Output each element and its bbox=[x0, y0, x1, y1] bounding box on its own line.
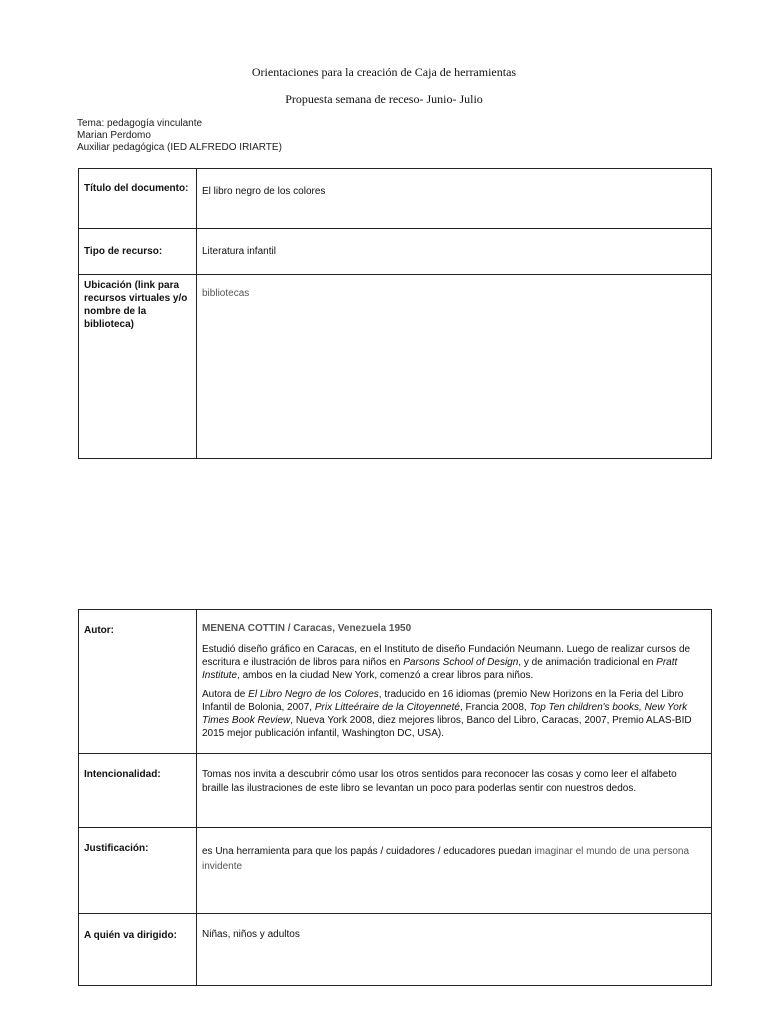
bio-text: , y de animación tradicional en bbox=[518, 657, 657, 668]
document-meta bbox=[77, 118, 282, 154]
tipo-value: Literatura infantil bbox=[197, 229, 712, 275]
bio-text: , traducido en 16 idiomas (premio New Horizons en la Feria del Libro Infantil de Bolonia, 2007, bbox=[202, 689, 684, 713]
justif-text: es Una herramienta para que los papás / cuidadores / educadores puedan bbox=[202, 846, 535, 857]
titulo-label: Título del documento: bbox=[79, 169, 197, 229]
tipo-label: Tipo de recurso: bbox=[79, 229, 197, 275]
table-row bbox=[79, 754, 712, 828]
author-name: MENENA COTTIN / Caracas, Venezuela 1950 bbox=[202, 623, 412, 634]
meta-author: Marian Perdomo bbox=[77, 130, 151, 141]
ubicacion-value: bibliotecas bbox=[197, 275, 712, 459]
bio-text: , ambos en la ciudad New York, comenzó a crear libros para niños. bbox=[237, 670, 534, 681]
table-row bbox=[79, 828, 712, 914]
table-row bbox=[79, 914, 712, 986]
dirigido-value: Niñas, niños y adultos bbox=[197, 914, 712, 986]
ubicacion-label: Ubicación (link para recursos virtuales y/o nombre de la biblioteca) bbox=[79, 275, 197, 459]
justif-value bbox=[197, 828, 712, 914]
bio-italic: El Libro Negro de los Colores bbox=[248, 689, 379, 700]
table-row bbox=[79, 275, 712, 459]
bio-italic: Parsons School of Design bbox=[403, 657, 519, 668]
bio-text: , Nueva York 2008, diez mejores libros, Banco del Libro, Caracas, 2007, Premio ALAS-BID 2015 mejor publicación infantil, Washington DC, USA). bbox=[202, 715, 692, 739]
autor-label: Autor: bbox=[79, 610, 197, 754]
dirigido-label: A quién va dirigido: bbox=[79, 914, 197, 986]
author-table bbox=[78, 609, 712, 986]
bio-text: Autora de bbox=[202, 689, 249, 700]
table-row bbox=[79, 610, 712, 754]
author-bio-2 bbox=[202, 688, 703, 740]
autor-cell bbox=[197, 610, 712, 754]
bio-text: Estudió diseño gráfico en Caracas, en el Instituto de diseño Fundación Neumann. Luego de realizar cursos de escritura e ilustración de libros para niños en bbox=[202, 644, 691, 668]
bio-italic: Pratt Institute bbox=[202, 657, 678, 681]
table-row bbox=[79, 169, 712, 229]
intencion-value: Tomas nos invita a descubrir cómo usar los otros sentidos para reconocer las cosas y como leer el alfabeto braille las ilustraciones de este libro se levantan un poco para poderlas sentir con nuestros dedos. bbox=[197, 754, 712, 828]
document-subtitle: Propuesta semana de receso- Junio- Julio bbox=[285, 92, 483, 106]
document-title: Orientaciones para la creación de Caja de herramientas bbox=[251, 65, 517, 79]
meta-role: Auxiliar pedagógica (IED ALFREDO IRIARTE) bbox=[77, 142, 282, 153]
bio-italic: Top Ten children's books, New York Times Book Review bbox=[202, 702, 688, 726]
justif-label: Justificación: bbox=[79, 828, 197, 914]
resource-table bbox=[78, 168, 712, 459]
justif-text-gray: imaginar el mundo de una persona invidente bbox=[202, 846, 689, 872]
intencion-label: Intencionalidad: bbox=[79, 754, 197, 828]
bio-text: , Francia 2008, bbox=[459, 702, 530, 713]
titulo-value: El libro negro de los colores bbox=[197, 169, 712, 229]
bio-italic: Prix Litteéraire de la Citoyenneté bbox=[314, 702, 460, 713]
table-row bbox=[79, 229, 712, 275]
meta-tema: Tema: pedagogía vinculante bbox=[77, 118, 203, 129]
author-bio-1 bbox=[202, 643, 703, 682]
